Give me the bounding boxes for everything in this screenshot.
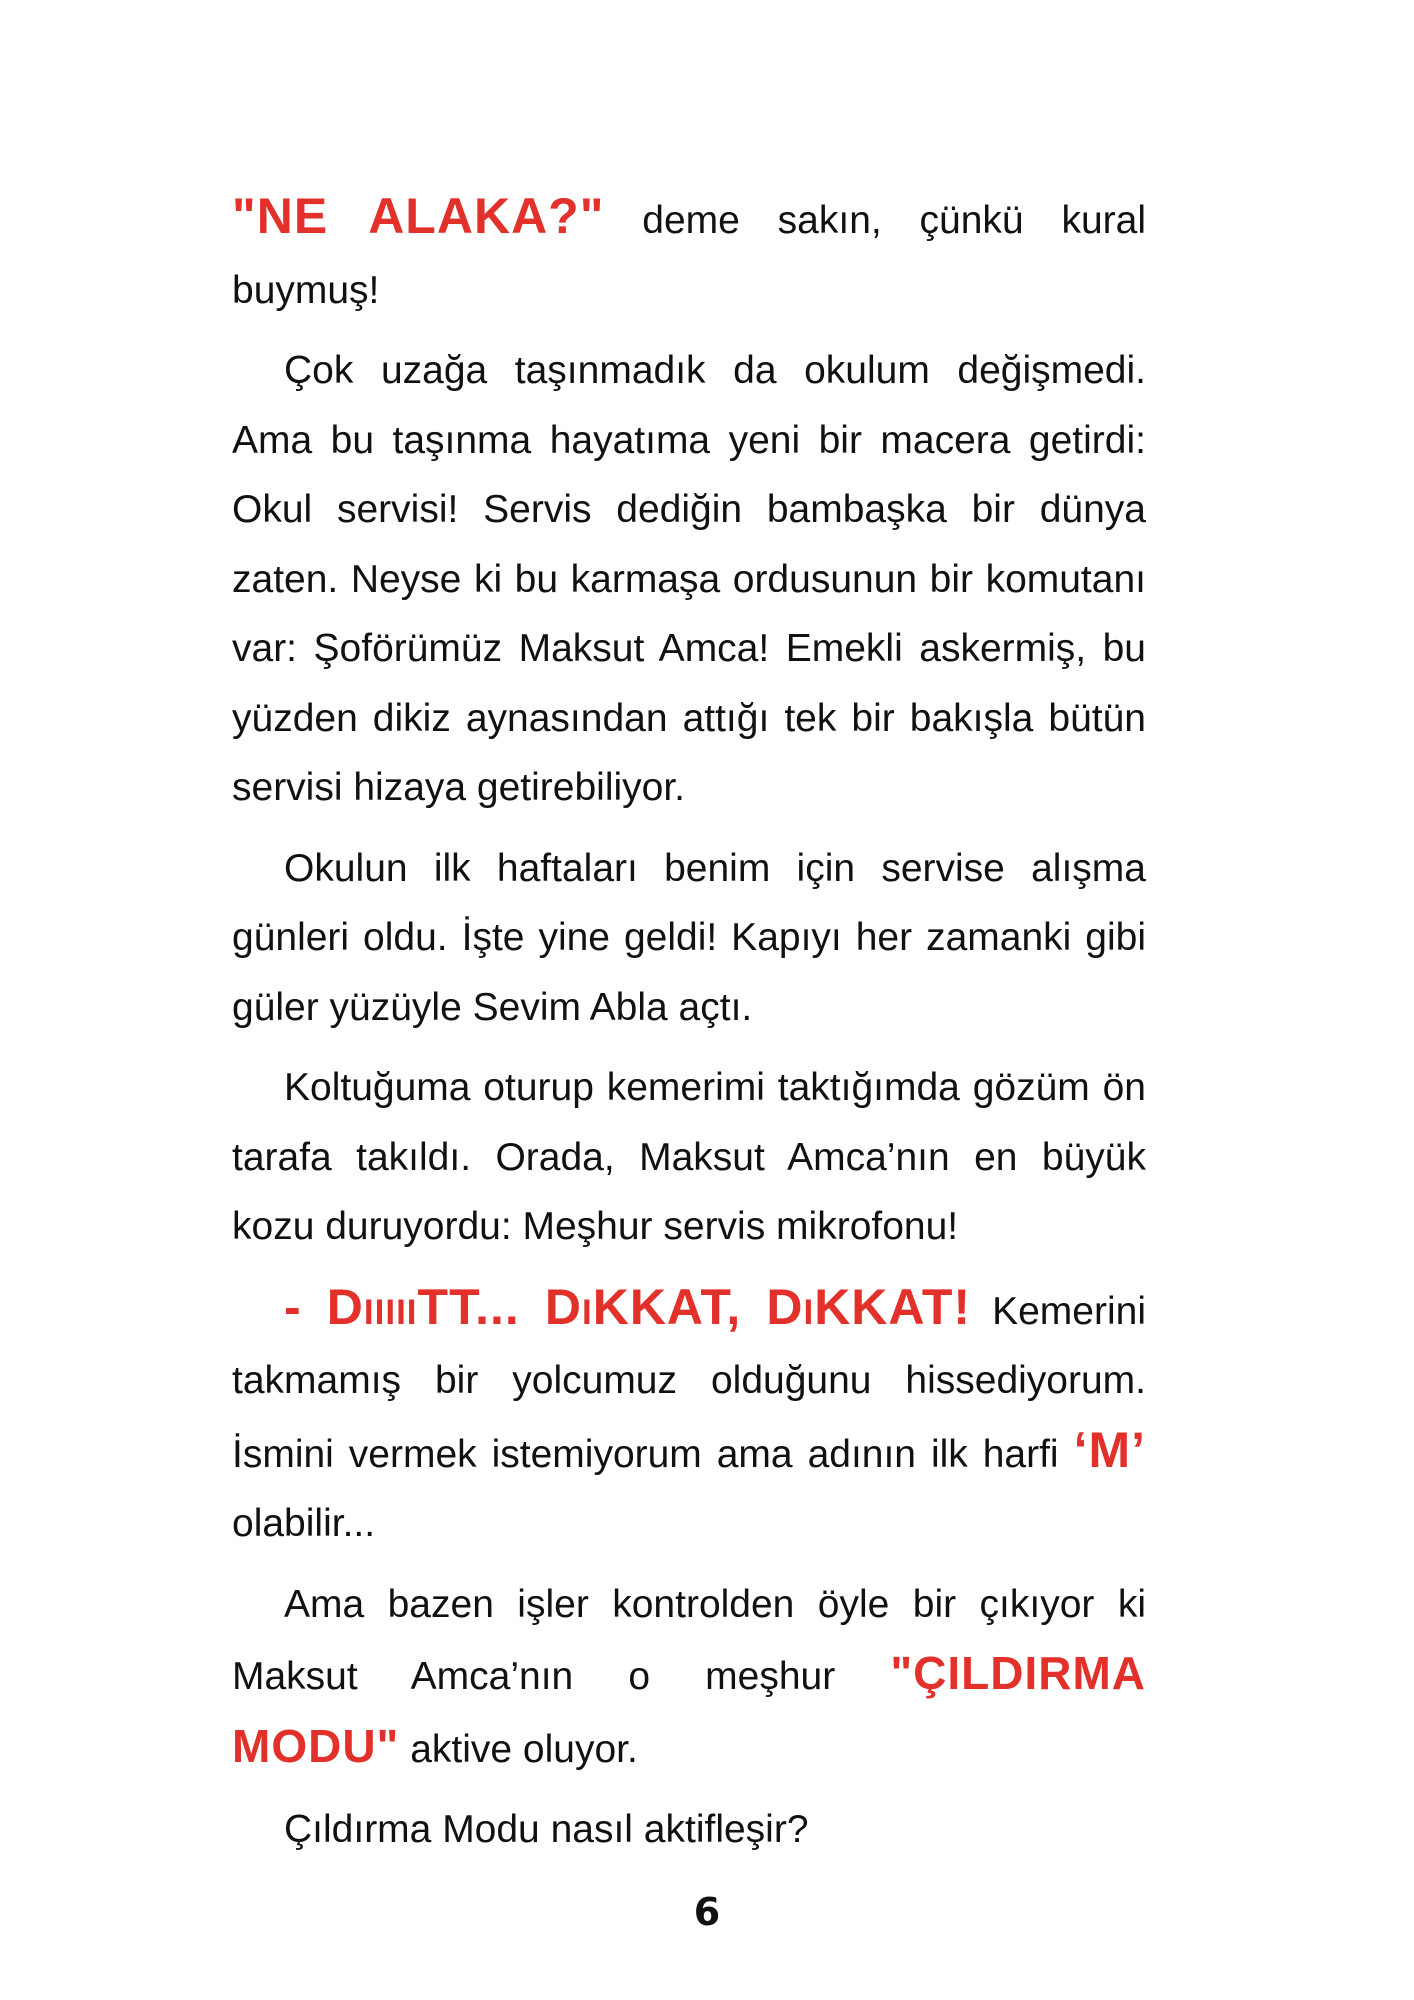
paragraph-2: Çok uzağa taşınmadık da okulum değişmedi. Ama bu taşınma hayatıma yeni bir macera getirdi: Okul servisi! Servis dediğin bambaşka bir dünya zaten. Neyse ki bu karmaşa ordusunun bir komutanı var: Şoförümüz Maksut Amca! Emekli askermiş, bu yüzden dikiz aynasından attığı tek bir bakışla bütün servisi hizaya getirebiliyor. xyxy=(232,349,1146,809)
paragraph-7: Çıldırma Modu nasıl aktifleşir? xyxy=(284,1808,809,1851)
paragraph-5-text: Kemerini takmamış bir yolcumuz olduğunu hissediyorum. İsmini vermek istemiyorum ama adının ilk harfi xyxy=(232,1289,1146,1476)
body-text xyxy=(232,182,1146,1876)
page-number: 6 xyxy=(693,1890,721,1934)
highlight-ne-alaka: "NE ALAKA?" xyxy=(232,188,605,244)
paragraph-6-text-end: aktive oluyor. xyxy=(399,1727,638,1771)
highlight-letter-m: ‘M’ xyxy=(1073,1421,1146,1478)
highlight-dikkat: - DıııııTT... DiKKAT, DiKKAT! xyxy=(284,1278,972,1335)
paragraph-6-text: Ama bazen işler kontrolden öyle bir çıkıyor ki Maksut Amca’nın o meşhur xyxy=(232,1582,1146,1698)
highlight-cildirma-modu: "ÇILDIRMA MODU" xyxy=(232,1647,1146,1772)
paragraph-5-text-end: olabilir... xyxy=(232,1502,376,1545)
paragraph-3: Okulun ilk haftaları benim için servise alışma günleri oldu. İşte yine geldi! Kapıyı her zamanki gibi güler yüzüyle Sevim Abla açtı. xyxy=(232,846,1146,1029)
paragraph-1 xyxy=(232,182,1146,325)
paragraph-6 xyxy=(232,1570,1146,1785)
paragraph-1-text: deme sakın, çünkü kural buymuş! xyxy=(232,199,1146,312)
paragraph-4: Koltuğuma oturup kemerimi taktığımda gözüm ön tarafa takıldı. Orada, Maksut Amca’nın en büyük kozu duruyordu: Meşhur servis mikrofonu! xyxy=(232,1066,1146,1248)
paragraph-5 xyxy=(232,1273,1146,1559)
